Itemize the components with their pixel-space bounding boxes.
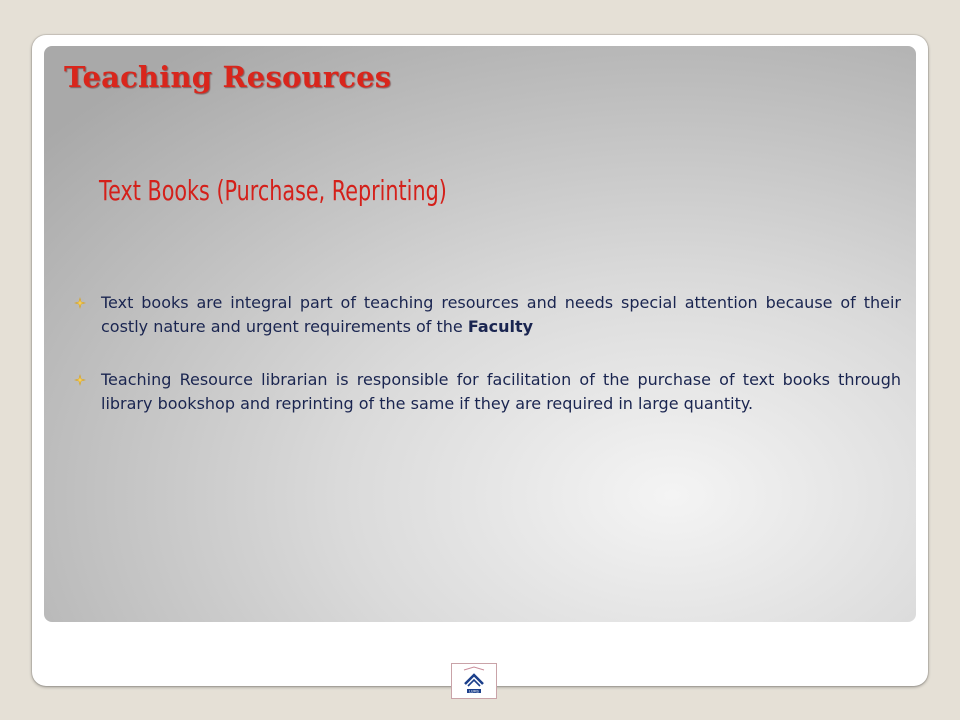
lums-logo: [451, 663, 497, 699]
diamond-bullet-icon: [74, 297, 86, 309]
bullet-bold-word: Faculty: [467, 317, 534, 336]
logo-text: LUMS: [469, 689, 479, 694]
bullet-item: [74, 368, 901, 416]
slide-content: [44, 46, 916, 622]
bullet-text: Teaching Resource librarian is responsible for facilitation of the purchase of text books through library bookshop and reprinting of the same if they are required in large quantity.: [101, 370, 901, 413]
slide-subtitle: Text Books (Purchase, Reprinting): [99, 174, 447, 207]
bullet-item: [74, 291, 901, 339]
slide-title: Teaching Resources: [64, 60, 392, 94]
bullet-list: [74, 291, 901, 445]
lums-logo-icon: [452, 664, 496, 698]
diamond-bullet-icon: [74, 374, 86, 386]
bullet-text: Text books are integral part of teaching resources and needs special attention because of their costly nature and urgent requirements of the: [101, 293, 901, 336]
